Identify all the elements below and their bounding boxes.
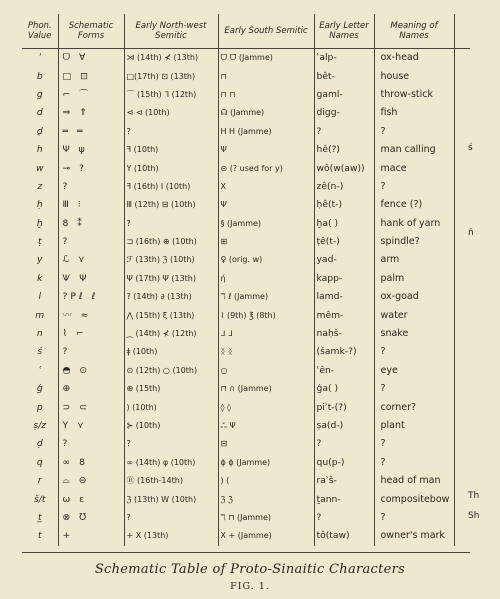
nw-semitic-cell: Ⅲ (12th) ⊟ (10th)	[124, 196, 218, 214]
south-semitic-cell: ⊓	[218, 67, 314, 85]
letter-name-cell: naḥš-	[314, 325, 374, 343]
phon-value-cell: ṣ/z	[33, 420, 47, 431]
table-row	[22, 178, 470, 196]
meaning-cell: ox-goad	[374, 288, 454, 306]
meaning-cell: ?	[374, 435, 454, 453]
nw-semitic-cell: ⋊ (14th) ⊀ (13th)	[124, 49, 218, 68]
table-row	[22, 509, 470, 527]
table-row	[22, 159, 470, 177]
south-semitic-cell: ή	[218, 270, 314, 288]
margin-note: Th	[468, 491, 480, 501]
schematic-forms-cell: ?	[58, 178, 124, 196]
nw-semitic-cell: ꟻ (16th) I (10th)	[124, 178, 218, 196]
nw-semitic-cell: Ⓡ (16th-14th)	[124, 472, 218, 490]
schematic-forms-cell: ℒ ⋎	[58, 251, 124, 269]
nw-semitic-cell: ꟻ (10th)	[124, 141, 218, 159]
table-row	[22, 67, 470, 85]
margin-note: Sh	[468, 511, 480, 521]
meaning-cell: ?	[374, 178, 454, 196]
letter-name-cell: ?	[314, 509, 374, 527]
nw-semitic-cell: ?	[124, 509, 218, 527]
meaning-cell: house	[374, 67, 454, 85]
trailing-cell	[454, 123, 470, 141]
phon-value-cell: q	[36, 456, 43, 468]
trailing-cell	[454, 435, 470, 453]
nw-semitic-cell: + X (13th)	[124, 527, 218, 545]
schematic-forms-cell: ⌇ ⌐	[58, 325, 124, 343]
nw-semitic-cell: ⌒ (15th) ᒣ (12th)	[124, 86, 218, 104]
table-row	[22, 472, 470, 490]
trailing-cell	[454, 325, 470, 343]
table-row	[22, 527, 470, 545]
schematic-forms-cell: 〰 ≈	[58, 306, 124, 324]
schematic-forms-cell: Ⅲ ⁝	[58, 196, 124, 214]
letter-name-cell: ?	[314, 123, 374, 141]
trailing-cell	[454, 417, 470, 435]
table-caption: Schematic Table of Proto-Sinaitic Characters	[94, 562, 406, 577]
south-semitic-cell: ◊ ◊	[218, 398, 314, 416]
character-table	[22, 14, 470, 546]
phon-value-cell: y	[37, 254, 43, 266]
meaning-cell: spindle?	[374, 233, 454, 251]
meaning-cell: corner?	[374, 398, 454, 416]
letter-name-cell: ṣa(d-)	[314, 417, 374, 435]
phon-value-cell: š/t	[34, 493, 46, 505]
south-semitic-cell: H H (Jamme)	[218, 123, 314, 141]
nw-semitic-cell: ℱ (13th) ℨ (10th)	[124, 251, 218, 269]
schematic-forms-cell: ?	[58, 343, 124, 361]
nw-semitic-cell: Y (10th)	[124, 159, 218, 177]
trailing-cell	[454, 251, 470, 269]
trailing-cell	[454, 380, 470, 398]
south-semitic-cell: ) (	[218, 472, 314, 490]
phon-value-cell: b	[36, 70, 43, 82]
letter-name-cell: piʾt-(?)	[314, 398, 374, 416]
phon-value-cell: ḫ	[36, 217, 43, 229]
letter-name-cell: ?	[314, 435, 374, 453]
schematic-forms-cell: ω ε	[58, 490, 124, 508]
nw-semitic-cell: ? (14th) ∂ (13th)	[124, 288, 218, 306]
meaning-cell: hank of yarn	[374, 215, 454, 233]
header-meaning: Meaning of Names	[374, 14, 454, 49]
trailing-cell	[454, 454, 470, 472]
schematic-forms-cell: ?Pℓ ℓ	[58, 288, 124, 306]
meaning-cell: man calling	[374, 141, 454, 159]
south-semitic-cell: ℨ ℨ	[218, 490, 314, 508]
letter-name-cell: hê(?)	[314, 141, 374, 159]
table-row	[22, 196, 470, 214]
meaning-cell: water	[374, 306, 454, 324]
letter-name-cell: ǵa( )	[314, 380, 374, 398]
nw-semitic-cell: ?	[124, 435, 218, 453]
nw-semitic-cell: □(17th) ⊡ (13th)	[124, 67, 218, 85]
table-row	[22, 233, 470, 251]
letter-name-cell: ʿên-	[314, 362, 374, 380]
meaning-cell: head of man	[374, 472, 454, 490]
schematic-forms-cell: ⊕	[58, 380, 124, 398]
nw-semitic-cell: ǂ (10th)	[124, 343, 218, 361]
table-row	[22, 141, 470, 159]
proto-sinaitic-table-sheet	[22, 14, 470, 554]
phon-value-cell: z	[37, 180, 43, 192]
trailing-cell	[454, 288, 470, 306]
trailing-cell	[454, 306, 470, 324]
south-semitic-cell: ⌇ (9th) ℥ (8th)	[218, 306, 314, 324]
south-semitic-cell: ஃ Ψ	[218, 417, 314, 435]
figure-label: FIG. 1.	[230, 581, 270, 592]
margin-note: ś	[468, 143, 473, 153]
schematic-forms-cell: Ѱ Ψ	[58, 270, 124, 288]
south-semitic-cell: X + (Jamme)	[218, 527, 314, 545]
phon-value-cell: t	[37, 530, 42, 542]
letter-name-cell: ṯann-	[314, 490, 374, 508]
trailing-cell	[454, 196, 470, 214]
trailing-cell	[454, 178, 470, 196]
south-semitic-cell: ᒧ ᒧ	[218, 325, 314, 343]
schematic-forms-cell: +	[58, 527, 124, 545]
phon-value-cell: ḥ	[36, 199, 43, 211]
schematic-forms-cell: ᗜ ∀	[58, 49, 124, 68]
phon-value-cell: ṭ	[37, 236, 42, 248]
letter-name-cell: ḫa( )	[314, 215, 374, 233]
letter-name-cell: gaml-	[314, 86, 374, 104]
table-row	[22, 288, 470, 306]
phon-value-cell: w	[35, 162, 44, 174]
schematic-forms-cell: ⊗ ℧	[58, 509, 124, 527]
table-row	[22, 325, 470, 343]
south-semitic-cell: ⊟	[218, 435, 314, 453]
south-semitic-cell: X	[218, 178, 314, 196]
margin-note: n̄	[468, 228, 474, 238]
table-row	[22, 343, 470, 361]
phon-value-cell: p	[36, 401, 43, 413]
letter-name-cell: yad-	[314, 251, 374, 269]
nw-semitic-cell: ) (10th)	[124, 398, 218, 416]
south-semitic-cell: Ψ	[218, 141, 314, 159]
phon-value-cell: t̲	[37, 511, 42, 523]
meaning-cell: plant	[374, 417, 454, 435]
south-semitic-cell: § (Jamme)	[218, 215, 314, 233]
table-row	[22, 362, 470, 380]
south-semitic-cell: ϕ ϕ (Jamme)	[218, 454, 314, 472]
letter-name-cell: lamd-	[314, 288, 374, 306]
phon-value-cell: g	[36, 88, 43, 100]
nw-semitic-cell: ⋀ (15th) ξ (13th)	[124, 306, 218, 324]
letter-name-cell: kapp-	[314, 270, 374, 288]
meaning-cell: ?	[374, 380, 454, 398]
letter-name-cell: tô(taw)	[314, 527, 374, 545]
header-row	[22, 14, 470, 49]
phon-value-cell: ʿ	[38, 364, 42, 376]
table-row	[22, 435, 470, 453]
schematic-forms-cell: ⌐ ⌒	[58, 86, 124, 104]
south-semitic-cell: ⊓ ⊓	[218, 86, 314, 104]
meaning-cell: mace	[374, 159, 454, 177]
meaning-cell: compositebow	[374, 490, 454, 508]
table-row	[22, 306, 470, 324]
meaning-cell: eye	[374, 362, 454, 380]
phon-value-cell: l	[38, 291, 42, 303]
schematic-forms-cell: ⊸ ?	[58, 159, 124, 177]
phon-value-cell: d	[36, 107, 43, 119]
trailing-cell	[454, 86, 470, 104]
meaning-cell: arm	[374, 251, 454, 269]
phon-value-cell: m	[35, 309, 45, 321]
nw-semitic-cell: ⊱ (10th)	[124, 417, 218, 435]
schematic-forms-cell: ∞ 8	[58, 454, 124, 472]
south-semitic-cell: ☊ (Jamme)	[218, 104, 314, 122]
south-semitic-cell: ○	[218, 362, 314, 380]
schematic-forms-cell: 8 ⁑	[58, 215, 124, 233]
nw-semitic-cell: ⊙ (12th) ○ (10th)	[124, 362, 218, 380]
meaning-cell: owner's mark	[374, 527, 454, 545]
trailing-cell	[454, 67, 470, 85]
schematic-forms-cell: ⇒ ⇑	[58, 104, 124, 122]
trailing-cell	[454, 270, 470, 288]
phon-value-cell: k	[37, 272, 43, 284]
nw-semitic-cell: ⊲ ⊲ (10th)	[124, 104, 218, 122]
schematic-forms-cell: ⌓ ⊖	[58, 472, 124, 490]
table-row	[22, 417, 470, 435]
nw-semitic-cell: ?	[124, 123, 218, 141]
schematic-forms-cell: ?	[58, 435, 124, 453]
south-semitic-cell: ᗜ ᗜ̈ (Jamme)	[218, 49, 314, 68]
table-row	[22, 86, 470, 104]
south-semitic-cell: ℸ ⊓ (Jamme)	[218, 509, 314, 527]
schematic-forms-cell: Y ⋎	[58, 417, 124, 435]
nw-semitic-cell: ℨ (13th) W (10th)	[124, 490, 218, 508]
trailing-cell	[454, 159, 470, 177]
nw-semitic-cell: ∞ (14th) φ (10th)	[124, 454, 218, 472]
meaning-cell: palm	[374, 270, 454, 288]
nw-semitic-cell: ⁔ (14th) ⊀ (12th)	[124, 325, 218, 343]
header-phon-value: Phon. Value	[27, 21, 52, 41]
letter-name-cell: zê(n-)	[314, 178, 374, 196]
table-row	[22, 454, 470, 472]
table-row	[22, 104, 470, 122]
meaning-cell: ox-head	[374, 49, 454, 68]
nw-semitic-cell: ⊕ (15th)	[124, 380, 218, 398]
schematic-forms-cell: Ψ ψ	[58, 141, 124, 159]
schematic-forms-cell: □ ⊡	[58, 67, 124, 85]
south-semitic-cell: ℸ ℓ (Jamme)	[218, 288, 314, 306]
phon-value-cell: ḍ	[36, 438, 43, 450]
south-semitic-cell: ᛝ ᛝ	[218, 343, 314, 361]
phon-value-cell: r	[37, 475, 42, 487]
table-row	[22, 380, 470, 398]
nw-semitic-cell: Ψ (17th) Ψ (13th)	[124, 270, 218, 288]
phon-value-cell: ś	[37, 346, 43, 358]
table-row	[22, 251, 470, 269]
table-row	[22, 49, 470, 68]
letter-name-cell: mêm-	[314, 306, 374, 324]
phon-value-cell: ʾ	[38, 52, 42, 64]
south-semitic-cell: ⊝ (? used for y)	[218, 159, 314, 177]
meaning-cell: snake	[374, 325, 454, 343]
trailing-cell	[454, 343, 470, 361]
letter-name-cell: ʾalp-	[314, 49, 374, 68]
table-row	[22, 398, 470, 416]
schematic-forms-cell: ═ ═	[58, 123, 124, 141]
table-bottom-rule	[22, 552, 470, 553]
meaning-cell: ?	[374, 454, 454, 472]
header-nw-semitic: Early North-west Semitic	[124, 14, 218, 49]
trailing-cell	[454, 398, 470, 416]
letter-name-cell: ṭê(t-)	[314, 233, 374, 251]
header-schematic-forms: Schematic Forms	[58, 14, 124, 49]
schematic-forms-cell: ⊃ ⊂	[58, 398, 124, 416]
trailing-cell	[454, 104, 470, 122]
nw-semitic-cell: ⊐ (16th) ⊕ (10th)	[124, 233, 218, 251]
phon-value-cell: n	[36, 328, 43, 340]
trailing-cell	[454, 472, 470, 490]
schematic-forms-cell: ◓ ⊙	[58, 362, 124, 380]
header-letter-names: Early Letter Names	[314, 14, 374, 49]
table-row	[22, 490, 470, 508]
table-row	[22, 270, 470, 288]
south-semitic-cell: ⊓ ∩ (Jamme)	[218, 380, 314, 398]
trailing-cell	[454, 49, 470, 68]
south-semitic-cell: ⊞	[218, 233, 314, 251]
meaning-cell: fish	[374, 104, 454, 122]
meaning-cell: fence (?)	[374, 196, 454, 214]
header-south-semitic: Early South Semitic	[218, 14, 314, 49]
south-semitic-cell: ♀ (orig. w)	[218, 251, 314, 269]
letter-name-cell: ḥê(t-)	[314, 196, 374, 214]
table-row	[22, 123, 470, 141]
letter-name-cell: raʾš-	[314, 472, 374, 490]
header-trailing-column	[454, 14, 470, 49]
letter-name-cell: (šamk-?)	[314, 343, 374, 361]
south-semitic-cell: Ψ	[218, 196, 314, 214]
meaning-cell: ?	[374, 509, 454, 527]
phon-value-cell: ǵ	[36, 383, 43, 395]
meaning-cell: ?	[374, 123, 454, 141]
schematic-forms-cell: ?	[58, 233, 124, 251]
letter-name-cell: qu(p-)	[314, 454, 374, 472]
letter-name-cell: bêt-	[314, 67, 374, 85]
meaning-cell: ?	[374, 343, 454, 361]
letter-name-cell: wô(w(aw))	[314, 159, 374, 177]
trailing-cell	[454, 362, 470, 380]
phon-value-cell: ḏ	[36, 125, 43, 137]
nw-semitic-cell: ?	[124, 215, 218, 233]
table-row	[22, 215, 470, 233]
meaning-cell: throw-stick	[374, 86, 454, 104]
trailing-cell	[454, 527, 470, 545]
phon-value-cell: h	[36, 144, 43, 156]
letter-name-cell: digg-	[314, 104, 374, 122]
